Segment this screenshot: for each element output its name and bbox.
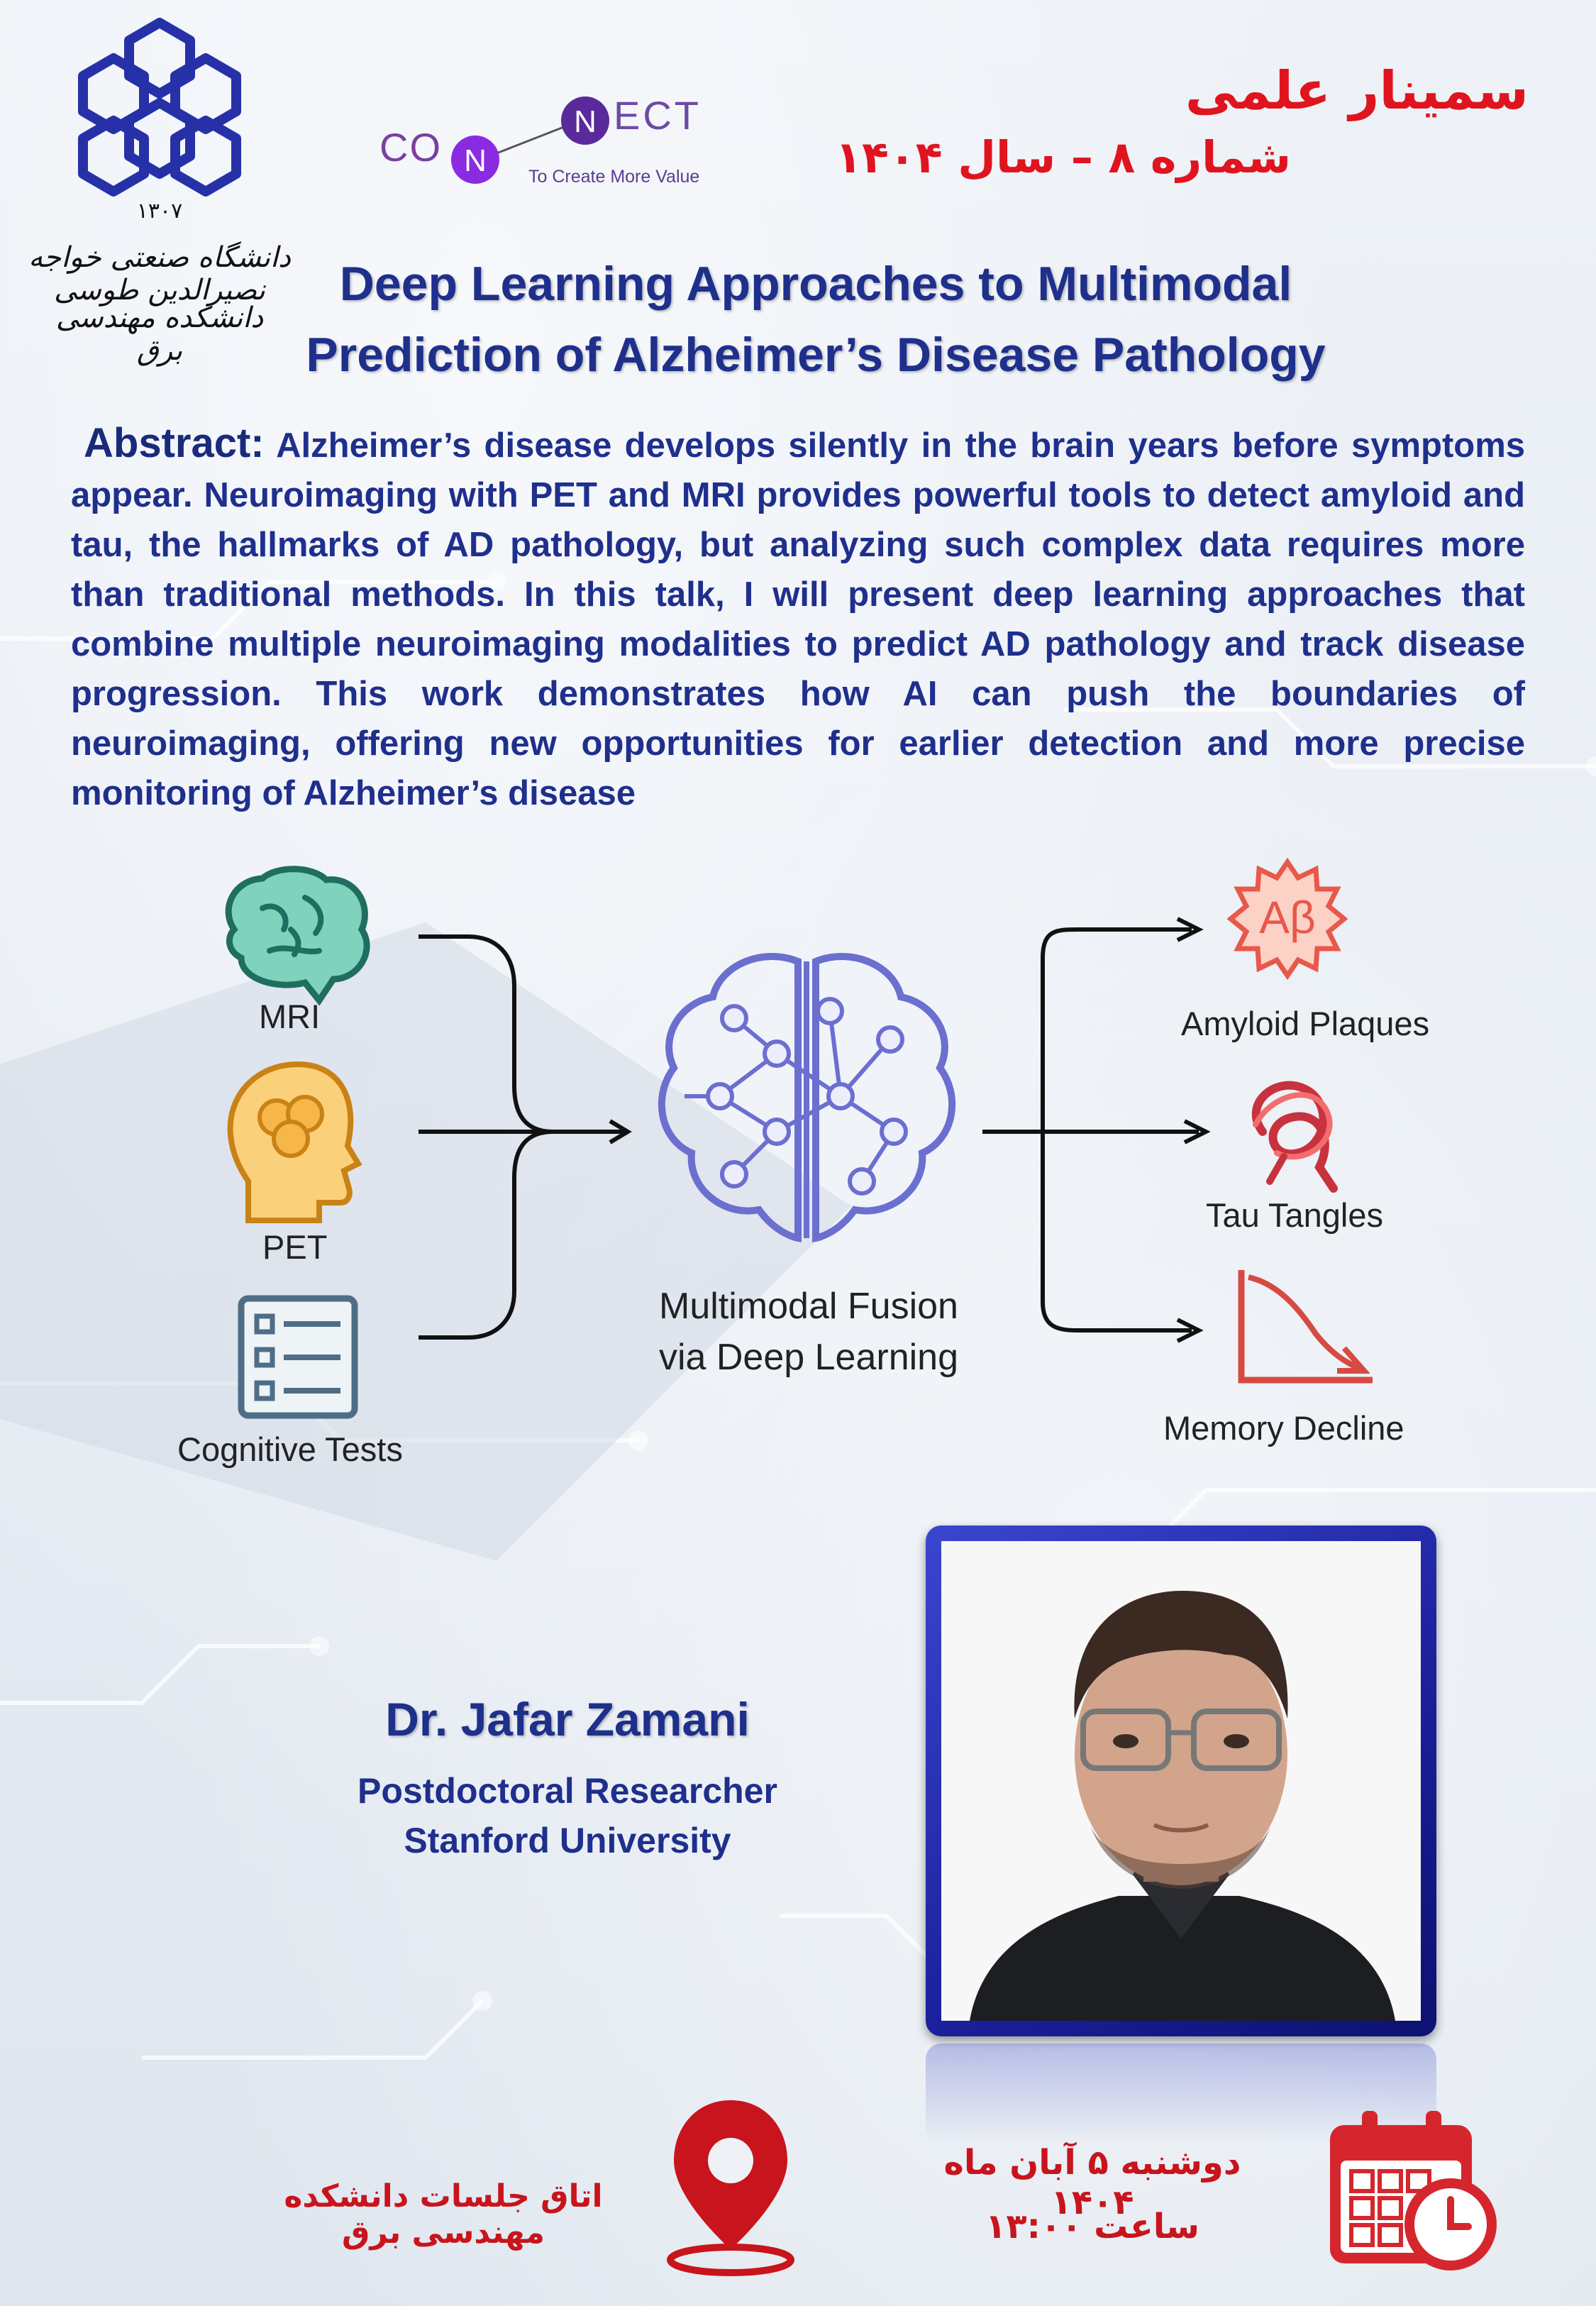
speaker-photo [941, 1541, 1421, 2021]
seminar-issue: شماره ۸ – سال ۱۴۰۴ [835, 131, 1291, 183]
tau-tangle-icon [1256, 1086, 1334, 1188]
speaker-role: Postdoctoral Researcher [358, 1771, 777, 1811]
abstract-label: Abstract: [84, 420, 265, 466]
fusion-label-line2: via Deep Learning [658, 1337, 959, 1378]
talk-title-line1: Deep Learning Approaches to Multimodal [339, 257, 1292, 311]
connect-n2: N [574, 104, 597, 139]
output-label-tau: Tau Tangles [1206, 1196, 1383, 1234]
event-date: دوشنبه ۵ آبان ماه ۱۴۰۴ [943, 2143, 1241, 2222]
abeta-label: Aβ [1259, 892, 1316, 943]
speaker-photo-frame [926, 1526, 1436, 2036]
decline-chart-icon [1241, 1270, 1373, 1380]
calendar-clock-icon [1326, 2107, 1497, 2271]
connect-logo [379, 93, 713, 195]
connect-ect: ECT [614, 93, 702, 138]
university-year: ۱۳۰۷ [136, 199, 183, 220]
university-name: دانشگاه صنعتی خواجه نصیرالدین طوسی [28, 241, 291, 307]
fusion-label-line1: Multimodal Fusion [659, 1286, 958, 1327]
connect-n1: N [464, 143, 487, 178]
talk-title [213, 248, 1419, 390]
head-icon [231, 1064, 358, 1220]
output-label-decline: Memory Decline [1163, 1409, 1404, 1447]
speaker-affiliation: Stanford University [404, 1821, 731, 1860]
fusion-diagram [156, 851, 1475, 1504]
input-label-mri: MRI [259, 998, 321, 1035]
fusion-label [614, 1281, 1004, 1383]
neural-brain-icon [662, 956, 952, 1238]
talk-title-line2: Prediction of Alzheimer’s Disease Pathology [306, 328, 1326, 382]
faculty-name: دانشکده مهندسی برق [55, 302, 264, 367]
location-pin-icon [660, 2093, 802, 2278]
abstract-text: Alzheimer’s disease develops silently in the brain years before symptoms appear. Neuroimaging with PET and MRI provides powerful tools to detect amyloid and tau, the hallmarks of AD pathology, but analyzing such complex data requires more than traditional methods. In this talk, I will present deep learning approaches that combine multiple neuroimaging modalities to predict AD pathology and track disease progression. This work demonstrates how AI can push the boundaries of neuroimaging, offering new opportunities for earlier detection and more precise monitoring of Alzheimer’s disease [71, 426, 1526, 812]
university-logo [57, 14, 262, 220]
speaker-name: Dr. Jafar Zamani [385, 1693, 750, 1745]
venue-text: اتاق جلسات دانشکده مهندسی برق [284, 2178, 603, 2251]
connect-tagline: To Create More Value [528, 167, 700, 187]
seminar-title: سمینار علمی [1185, 60, 1529, 121]
input-label-cognitive: Cognitive Tests [177, 1430, 403, 1468]
abstract [71, 419, 1525, 818]
connect-co: CO [379, 125, 442, 170]
output-label-amyloid: Amyloid Plaques [1181, 1005, 1430, 1042]
amyloid-plaque-icon [1231, 862, 1344, 976]
checklist-icon [241, 1298, 355, 1416]
input-label-pet: PET [262, 1228, 328, 1266]
event-time: ساعت ۱۳:۰۰ [985, 2207, 1199, 2246]
brain-icon [228, 869, 367, 1000]
